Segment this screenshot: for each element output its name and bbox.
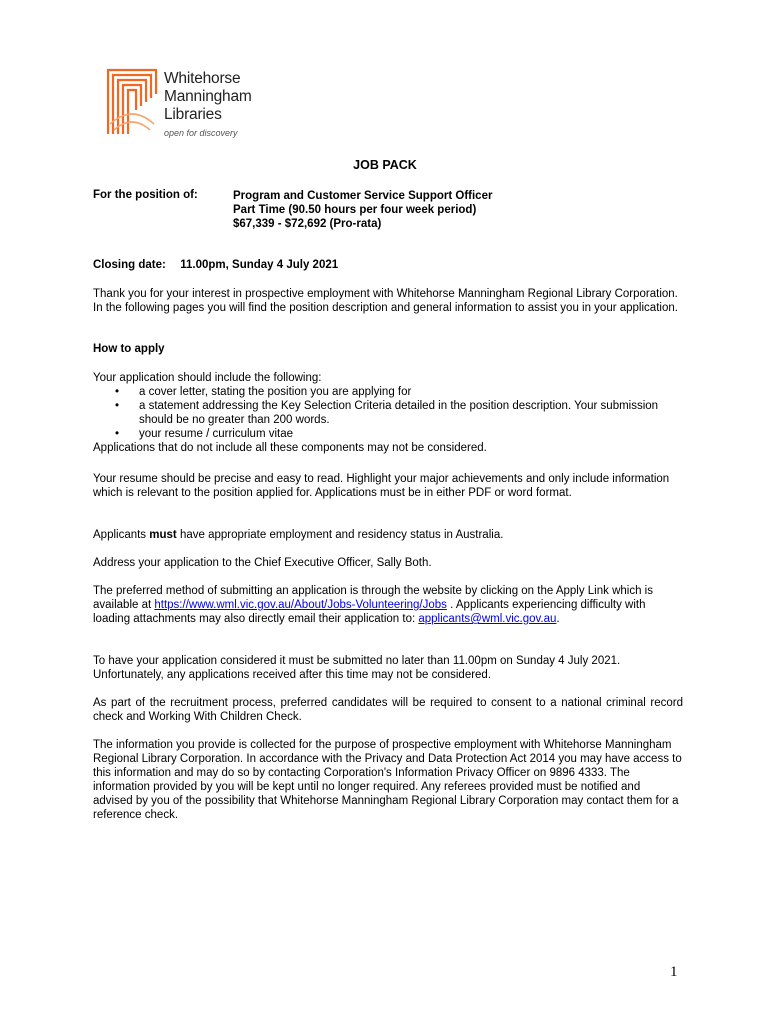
check-paragraph: As part of the recruitment process, preferred candidates will be required to consent to a national criminal record check and Working With Children Check. [93,697,683,723]
list-item [93,427,683,441]
list-item-text: a cover letter, stating the position you are applying for [139,386,412,398]
residency-emphasis: must [149,529,177,541]
jobs-website-link[interactable]: https://www.wml.vic.gov.au/About/Jobs-Volunteering/Jobs [154,599,447,611]
position-title: Program and Customer Service Support Officer [233,190,493,202]
list-item [93,399,683,427]
bullet-icon: • [115,386,120,398]
address-paragraph: Address your application to the Chief Executive Officer, Sally Both. [93,557,432,569]
submit-paragraph [93,584,683,626]
residency-text-1: Applicants [93,529,150,541]
how-to-apply-lead: Your application should include the following: [93,372,322,384]
position-label: For the position of: [93,189,198,201]
position-salary: $67,339 - $72,692 (Pro-rata) [233,218,382,230]
closing-label: Closing date: [93,259,166,271]
closing-value: 11.00pm, Sunday 4 July 2021 [180,259,339,271]
logo-line-3: Libraries [164,106,222,123]
intro-paragraph: Thank you for your interest in prospective employment with Whitehorse Manningham Regional Library Corporation. In the following pages you will find the position description and general information to assist you in your application. [93,288,678,314]
list-item-text: a statement addressing the Key Selection Criteria detailed in the position description. Your submission should be no greater than 200 words. [139,400,659,426]
bullet-icon: • [115,428,120,440]
logo-tagline: open for discovery [164,128,238,138]
residency-paragraph [93,528,683,542]
logo-wordmark [164,70,252,124]
resume-paragraph: Your resume should be precise and easy to read. Highlight your major achievements and only include information which is relevant to the position applied for. Applications must be in either PDF or word format. [93,473,670,499]
logo-line-2: Manningham [164,88,252,105]
residency-text-2: have appropriate employment and residency status in Australia. [176,529,504,541]
submit-text-1: The preferred method of submitting an application is through the website by clicking on the Apply Link which is available at [93,585,653,611]
submit-text-2: . Applicants experiencing difficulty with loading attachments may also directly email their application to: [93,599,646,625]
logo-line-1: Whitehorse [164,70,241,87]
list-item [93,385,683,399]
privacy-paragraph: The information you provide is collected for the purpose of prospective employment with Whitehorse Manningham Regional Library Corporation. In accordance with the Privacy and Data Protection Act 2014 you may have access to this information and may do so by contacting Corporation's Information Privacy Officer on 9896 4333. The information provided by you will be kept until no longer required. Any referees provided must be notified and advised by you of the possibility that Whitehorse Manningham Regional Library Corporation may contact them for a reference check. [93,739,682,821]
closing-date [93,259,338,271]
deadline-paragraph: To have your application considered it must be submitted no later than 11.00pm on Sunday 4 July 2021. Unfortunately, any applications received after this time may not be considered. [93,655,621,681]
how-to-apply-heading: How to apply [93,343,165,355]
list-item-text: your resume / curriculum vitae [139,428,294,440]
how-to-apply-section [93,371,683,455]
page-number: 1 [670,964,678,980]
document-title: JOB PACK [353,158,417,172]
bullet-icon: • [115,400,120,412]
how-to-apply-note: Applications that do not include all these components may not be considered. [93,442,487,454]
position-details [233,189,492,231]
logo-arches-icon [106,64,162,136]
applications-email-link[interactable]: applicants@wml.vic.gov.au [418,613,557,625]
position-hours: Part Time (90.50 hours per four week period) [233,204,477,216]
library-logo [106,64,306,144]
submit-text-3: . [556,613,560,625]
